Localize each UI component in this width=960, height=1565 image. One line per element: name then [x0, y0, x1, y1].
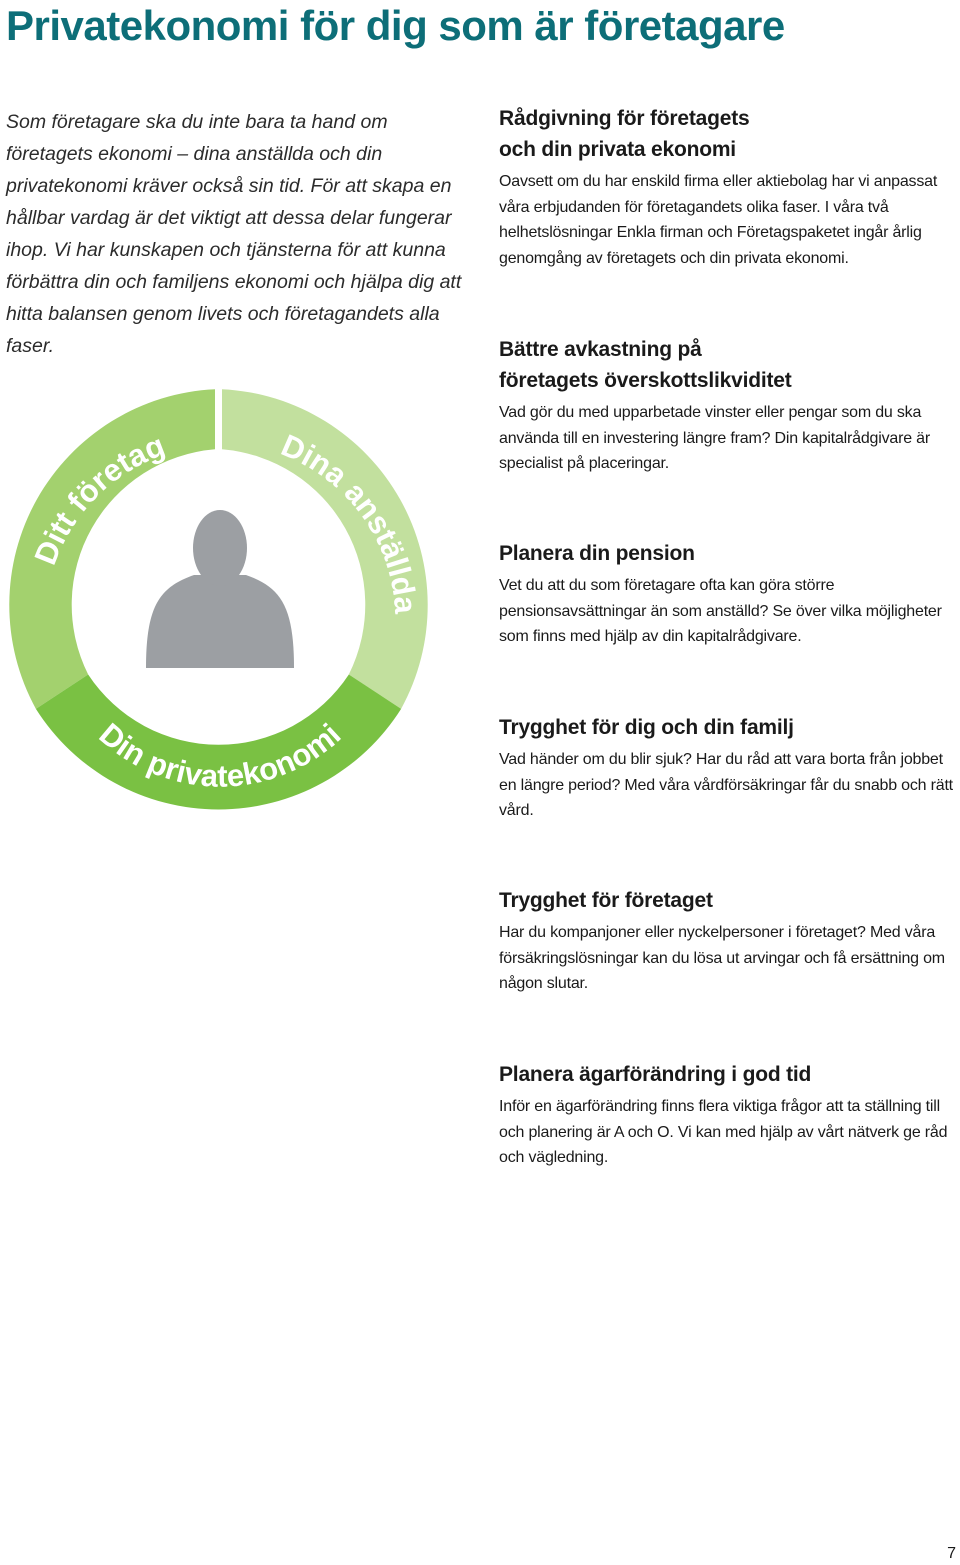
section-body: Vad gör du med upparbetade vinster eller pengar som du ska använda till en investering längre fram? Din kapitalrådgivare är specialist på placeringar. [499, 404, 930, 472]
section-heading: Planera din pension [499, 542, 695, 565]
label-ditt-foretag: Ditt företag [27, 427, 170, 570]
section-agarforandring [499, 1059, 960, 1171]
section-heading: Trygghet för företaget [499, 889, 713, 912]
section-trygghet-foretaget [499, 885, 960, 997]
section-body: Har du kompanjoner eller nyckelpersoner i företaget? Med våra försäkringslösningar kan du lösa ut arvingar och få ersättning om någon slutar. [499, 924, 945, 992]
section-radgivning [499, 103, 960, 271]
section-body: Vad händer om du blir sjuk? Har du råd att vara borta från jobbet en längre period? Med våra vårdförsäkringar får du snabb och rätt vård. [499, 751, 953, 819]
section-body: Oavsett om du har enskild firma eller aktiebolag har vi anpassat våra erbjudanden för företagandets olika faser. I våra två helhetslösningar Enkla firman och Företagspaketet ingår årlig genomgång av företagets och din privata ekonomi. [499, 173, 938, 267]
page-number: 7 [947, 1545, 956, 1562]
section-body: Vet du att du som företagare ofta kan göra större pensionsavsättningar än som anställd? Se över vilka möjligheter som finns med hjälp av din kapitalrådgivare. [499, 577, 942, 645]
section-avkastning [499, 334, 960, 477]
label-dina-anstallda: Dina anställda [276, 427, 424, 615]
person-silhouette-icon [146, 510, 294, 668]
section-trygghet-familj [499, 712, 960, 824]
section-pension [499, 538, 960, 650]
page-title: Privatekonomi för dig som är företagare [6, 2, 785, 49]
section-heading: Trygghet för dig och din familj [499, 716, 794, 739]
section-heading: Planera ägarförändring i god tid [499, 1063, 812, 1086]
life-balance-diagram [0, 380, 450, 830]
label-din-privatekonomi: Din privatekonomi [92, 716, 348, 794]
intro-text: Som företagare ska du inte bara ta hand om företagets ekonomi – dina anställda och din privatekonomi kräver också sin tid. För att skapa en hållbar vardag är det viktigt att dessa delar fungerar ihop. Vi har kunskapen och tjänsterna för att kunna förbättra din och familjens ekonomi och hjälpa dig att hitta balansen genom livets och företagandets alla faser. [6, 111, 462, 357]
section-body: Inför en ägarförändring finns flera viktiga frågor att ta ställning till och planering är A och O. Vi kan med hjälp av vårt nätverk ge råd och vägledning. [499, 1098, 948, 1166]
section-heading: Rådgivning för företagets och din privata ekonomi [499, 107, 750, 161]
section-heading: Bättre avkastning på företagets överskottslikviditet [499, 338, 792, 392]
